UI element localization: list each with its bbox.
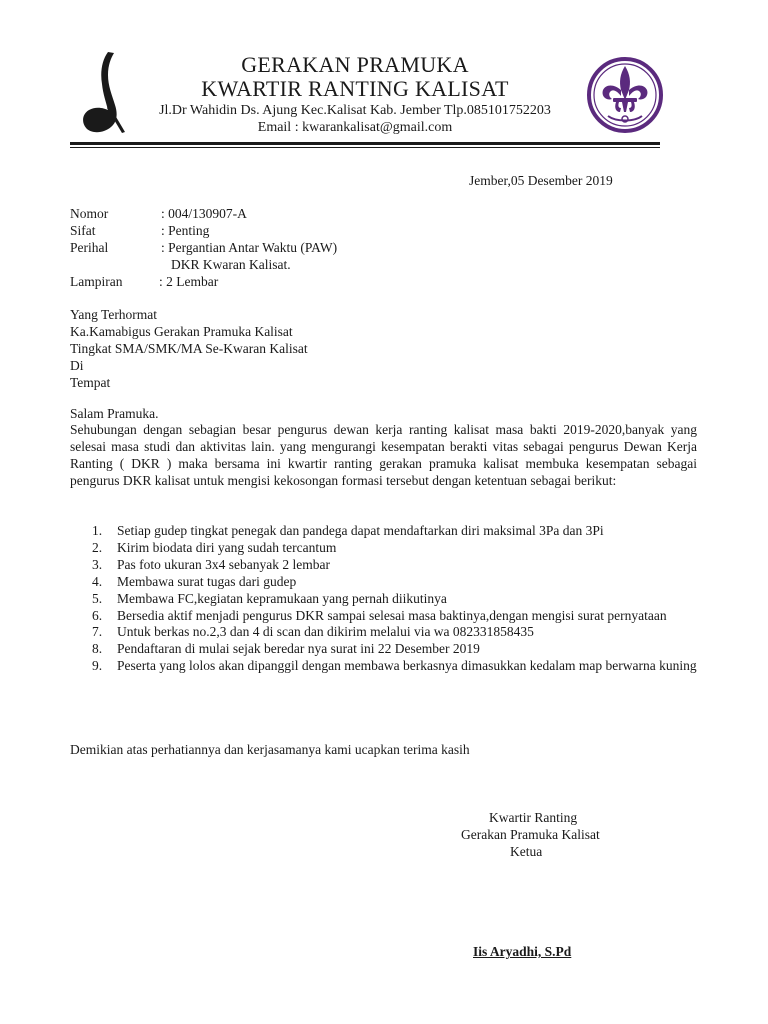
list-item bbox=[70, 624, 697, 641]
list-item-text: Untuk berkas no.2,3 dan 4 di scan dan dikirim melalui via wa 082331858435 bbox=[117, 624, 534, 640]
list-item bbox=[70, 608, 697, 625]
recipient-line: Tingkat SMA/SMK/MA Se-Kwaran Kalisat bbox=[70, 341, 308, 356]
signature-name: Iis Aryadhi, S.Pd bbox=[473, 944, 572, 959]
list-item bbox=[70, 523, 697, 540]
list-item-number: 1. bbox=[92, 523, 103, 538]
list-item-number: 7. bbox=[92, 624, 103, 640]
list-item-text: Setiap gudep tingkat penegak dan pandega dapat mendaftarkan diri maksimal 3Pa dan 3Pi bbox=[117, 523, 604, 538]
meta-label-sifat: Sifat bbox=[70, 223, 96, 238]
list-item-text: Membawa FC,kegiatan kepramukaan yang pernah diikutinya bbox=[117, 590, 447, 606]
letter-date: Jember,05 Desember 2019 bbox=[469, 173, 613, 188]
list-item-number: 8. bbox=[92, 641, 103, 657]
closing-text: Demikian atas perhatiannya dan kerjasamanya kami ucapkan terima kasih bbox=[70, 742, 470, 757]
greeting: Salam Pramuka. bbox=[70, 406, 159, 421]
signature-org-full: Gerakan Pramuka Kalisat bbox=[461, 827, 600, 842]
recipient-line: Yang Terhormat bbox=[70, 307, 158, 322]
header-divider bbox=[70, 142, 660, 145]
list-item-number: 6. bbox=[92, 607, 103, 623]
list-item-text: Pas foto ukuran 3x4 sebanyak 2 lembar bbox=[117, 556, 330, 572]
list-item-text: Pendaftaran di mulai sejak beredar nya surat ini 22 Desember 2019 bbox=[117, 641, 480, 657]
list-item bbox=[70, 540, 697, 557]
meta-value-perihal-line2: DKR Kwaran Kalisat. bbox=[171, 257, 291, 272]
org-email: Email : kwarankalisat@gmail.com bbox=[257, 120, 453, 135]
meta-value-lampiran: : 2 Lembar bbox=[159, 274, 219, 289]
header-divider-thin bbox=[70, 147, 660, 148]
list-item bbox=[70, 658, 697, 675]
org-address: Jl.Dr Wahidin Ds. Ajung Kec.Kalisat Kab. Jember Tlp.085101752203 bbox=[159, 103, 551, 118]
list-item-number: 3. bbox=[92, 556, 103, 572]
list-item-text: Kirim biodata diri yang sudah tercantum bbox=[117, 539, 337, 555]
recipient-line: Tempat bbox=[70, 375, 111, 390]
list-item bbox=[70, 557, 697, 574]
meta-label-nomor: Nomor bbox=[70, 206, 109, 221]
meta-value-perihal: : Pergantian Antar Waktu (PAW) bbox=[161, 240, 338, 255]
list-item-number: 9. bbox=[92, 658, 103, 674]
meta-value-nomor: : 004/130907-A bbox=[161, 206, 247, 221]
meta-label-perihal: Perihal bbox=[70, 240, 109, 255]
list-item bbox=[70, 574, 697, 591]
list-item bbox=[70, 591, 697, 608]
recipient-line: Ka.Kamabigus Gerakan Pramuka Kalisat bbox=[70, 324, 293, 339]
org-subtitle: KWARTIR RANTING KALISAT bbox=[201, 76, 509, 101]
recipient-line: Di bbox=[70, 358, 84, 373]
list-item-number: 4. bbox=[92, 573, 103, 589]
list-item-number: 5. bbox=[92, 590, 103, 606]
signature-org: Kwartir Ranting bbox=[489, 810, 578, 825]
fleur-de-lis-emblem-icon bbox=[586, 56, 664, 134]
list-item-text: Peserta yang lolos akan dipanggil dengan membawa berkasnya dimasukkan kedalam map berwarna kuning bbox=[117, 658, 697, 674]
org-title: GERAKAN PRAMUKA bbox=[241, 52, 469, 77]
list-item-text: Membawa surat tugas dari gudep bbox=[117, 573, 297, 589]
meta-label-lampiran: Lampiran bbox=[70, 274, 123, 289]
list-item-number: 2. bbox=[92, 539, 103, 555]
body-paragraph: Sehubungan dengan sebagian besar pengurus dewan kerja ranting kalisat masa bakti 2019-2020,banyak yang selesai masa studi dan aktivitas lain. yang mengurangi kesempatan berakti vitas sebagai pengurus Dewan Kerja Ranting ( DKR ) maka bersama ini kwartir ranting gerakan pramuka kalisat membuka kesempatan sebagai pengurus DKR kalisat untuk mengisi kekosongan formasi tersebut dengan ketentuan sebagai berikut: bbox=[70, 422, 697, 488]
requirements-list bbox=[70, 523, 697, 675]
list-item bbox=[70, 641, 697, 658]
meta-value-sifat: : Penting bbox=[161, 223, 210, 238]
list-item-text: Bersedia aktif menjadi pengurus DKR sampai selesai masa baktinya,dengan mengisi surat pernyataan bbox=[117, 607, 667, 623]
signature-title: Ketua bbox=[510, 844, 543, 859]
